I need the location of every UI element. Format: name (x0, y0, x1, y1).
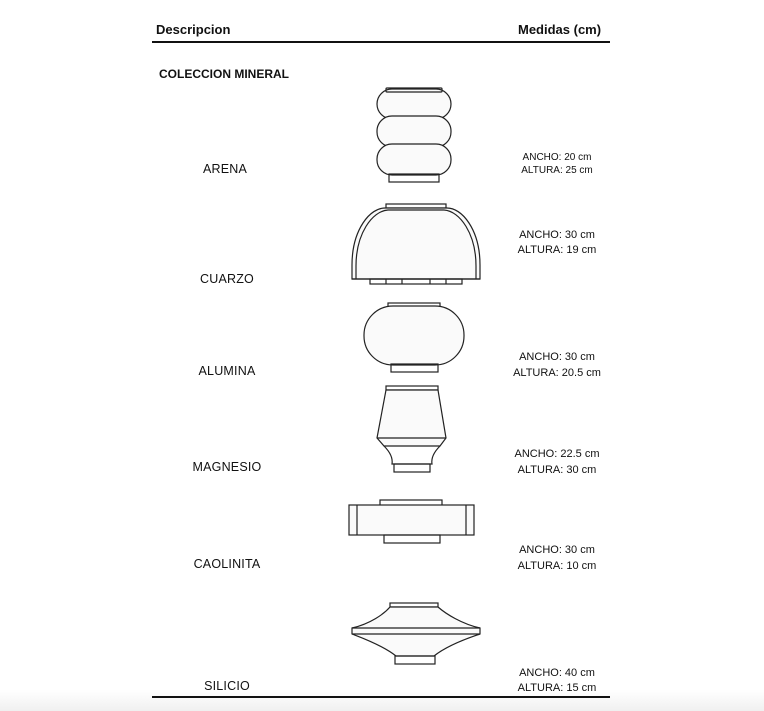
product-name-alumina: ALUMINA (198, 364, 256, 378)
product-name-caolinita: CAOLINITA (193, 557, 261, 571)
tapered-lamp-icon (377, 386, 446, 472)
product-name-magnesio: MAGNESIO (192, 460, 262, 474)
height-value: ALTURA: 19 cm (517, 244, 597, 256)
product-name-silicio: SILICIO (204, 679, 250, 693)
width-value: ANCHO: 22.5 cm (514, 448, 600, 460)
width-value: ANCHO: 30 cm (519, 544, 595, 556)
stacked-rings-lamp-icon (377, 88, 451, 182)
width-value: ANCHO: 40 cm (519, 667, 595, 679)
height-value: ALTURA: 10 cm (517, 560, 597, 572)
width-value: ANCHO: 30 cm (519, 229, 595, 241)
height-value: ALTURA: 15 cm (517, 682, 597, 694)
dome-lamp-icon (352, 204, 480, 284)
product-name-cuarzo: CUARZO (200, 272, 254, 286)
height-value: ALTURA: 30 cm (517, 464, 597, 476)
measures-column-header: Medidas (cm) (518, 22, 602, 37)
height-value: ALTURA: 25 cm (521, 165, 593, 176)
section-title: COLECCION MINERAL (159, 67, 289, 81)
spinning-top-lamp-icon (352, 603, 480, 664)
width-value: ANCHO: 20 cm (522, 152, 592, 163)
oval-lamp-icon (364, 303, 464, 372)
height-value: ALTURA: 20.5 cm (513, 367, 601, 379)
width-value: ANCHO: 30 cm (519, 351, 595, 363)
product-name-arena: ARENA (202, 162, 248, 176)
flat-disc-lamp-icon (349, 500, 474, 543)
description-column-header: Descripcion (156, 22, 231, 37)
footer-divider (152, 696, 610, 698)
